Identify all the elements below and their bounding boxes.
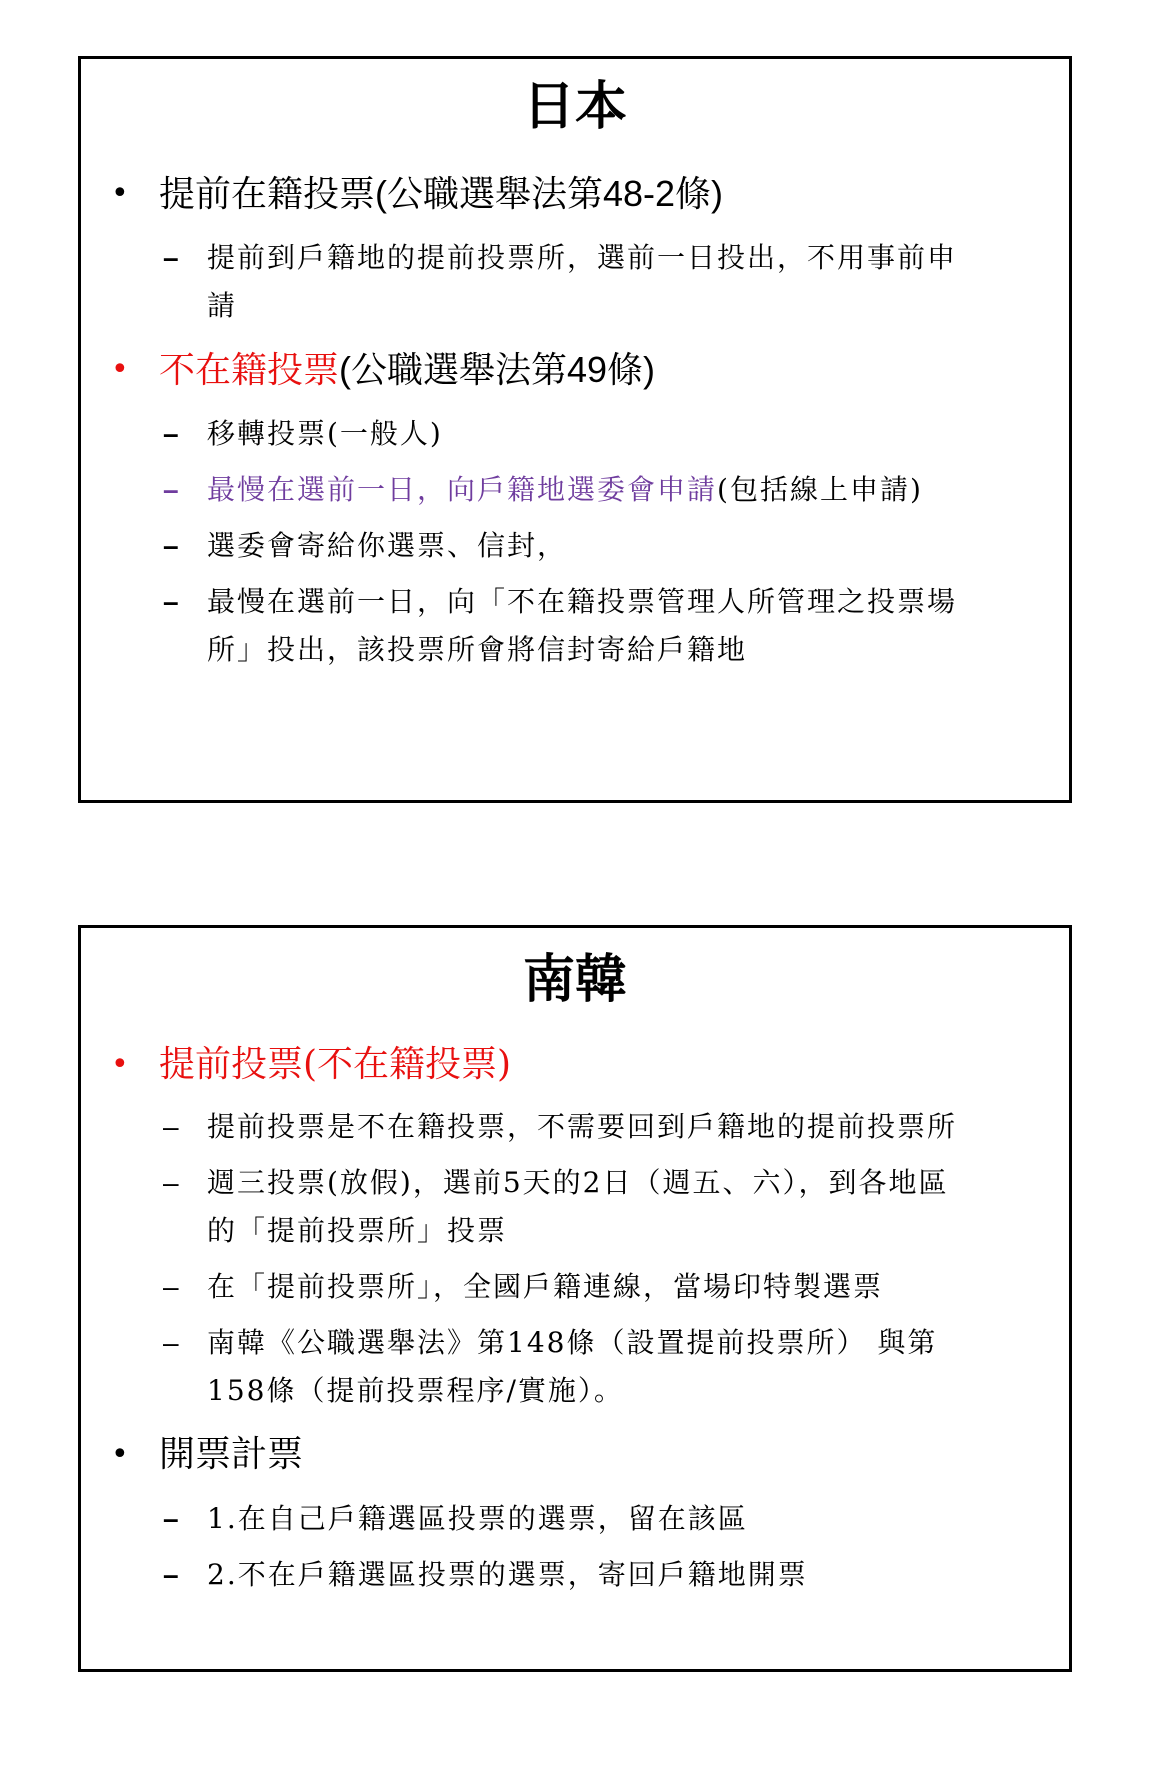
dash: – xyxy=(163,474,179,505)
sub-text: 1.在自己戶籍選區投票的選票，留在該區 xyxy=(207,1502,748,1535)
sub-text: 158條（提前投票程序/實施）。 xyxy=(207,1374,624,1407)
slide-title: 日本 xyxy=(522,76,627,137)
bullet-head: 不在籍投票 xyxy=(159,350,340,391)
bullet-head: 提前在籍投票 xyxy=(159,174,376,215)
dash: – xyxy=(163,418,179,449)
bullet-label: 提前投票(不在籍投票) xyxy=(159,1044,512,1085)
dash: – xyxy=(163,530,179,561)
sub-text: 提前投票是不在籍投票，不需要回到戶籍地的提前投票所 xyxy=(207,1110,958,1143)
dash: – xyxy=(163,1271,179,1302)
bullet-tail: (公職選舉法第49條) xyxy=(339,349,656,390)
slide-korea xyxy=(78,925,1072,1672)
bullet-dot: • xyxy=(111,176,129,211)
sub-text-note: (包括線上申請) xyxy=(717,473,923,506)
sub-text: 週三投票(放假)，選前5天的2日（週五、六），到各地區 xyxy=(207,1166,949,1199)
bullet-dot: • xyxy=(111,1437,129,1472)
sub-text: 選委會寄給你選票、信封， xyxy=(207,529,568,562)
dash: – xyxy=(163,1559,179,1590)
bullet-tail: (公職選舉法第48-2條) xyxy=(375,173,724,214)
sub-text: 的「提前投票所」投票 xyxy=(207,1214,508,1247)
sub-text: 在「提前投票所」，全國戶籍連線，當場印特製選票 xyxy=(207,1270,884,1303)
dash: – xyxy=(163,1503,179,1534)
sub-text: 2.不在戶籍選區投票的選票，寄回戶籍地開票 xyxy=(207,1558,808,1591)
bullet-dot: • xyxy=(111,1047,129,1082)
slide-japan xyxy=(78,56,1072,803)
sub-text-highlight: 最慢在選前一日，向戶籍地選委會申請 xyxy=(207,473,718,506)
dash: – xyxy=(163,242,179,273)
slide-title: 南韓 xyxy=(522,949,627,1010)
bullet-label: 開票計票 xyxy=(159,1434,304,1475)
sub-text: 提前到戶籍地的提前投票所，選前一日投出，不用事前申 xyxy=(207,241,958,274)
sub-text: 所」投出，該投票所會將信封寄給戶籍地 xyxy=(207,633,748,666)
dash: – xyxy=(163,1167,179,1198)
sub-text: 南韓《公職選舉法》第148條（設置提前投票所） 與第 xyxy=(207,1326,938,1359)
sub-text: 請 xyxy=(207,289,238,322)
bullet-dot: • xyxy=(111,352,129,387)
dash: – xyxy=(163,586,179,617)
dash: – xyxy=(163,1111,179,1142)
sub-text: 移轉投票(一般人) xyxy=(207,417,443,450)
dash: – xyxy=(163,1327,179,1358)
sub-text: 最慢在選前一日，向「不在籍投票管理人所管理之投票場 xyxy=(207,585,958,618)
sub-text xyxy=(207,467,1027,513)
